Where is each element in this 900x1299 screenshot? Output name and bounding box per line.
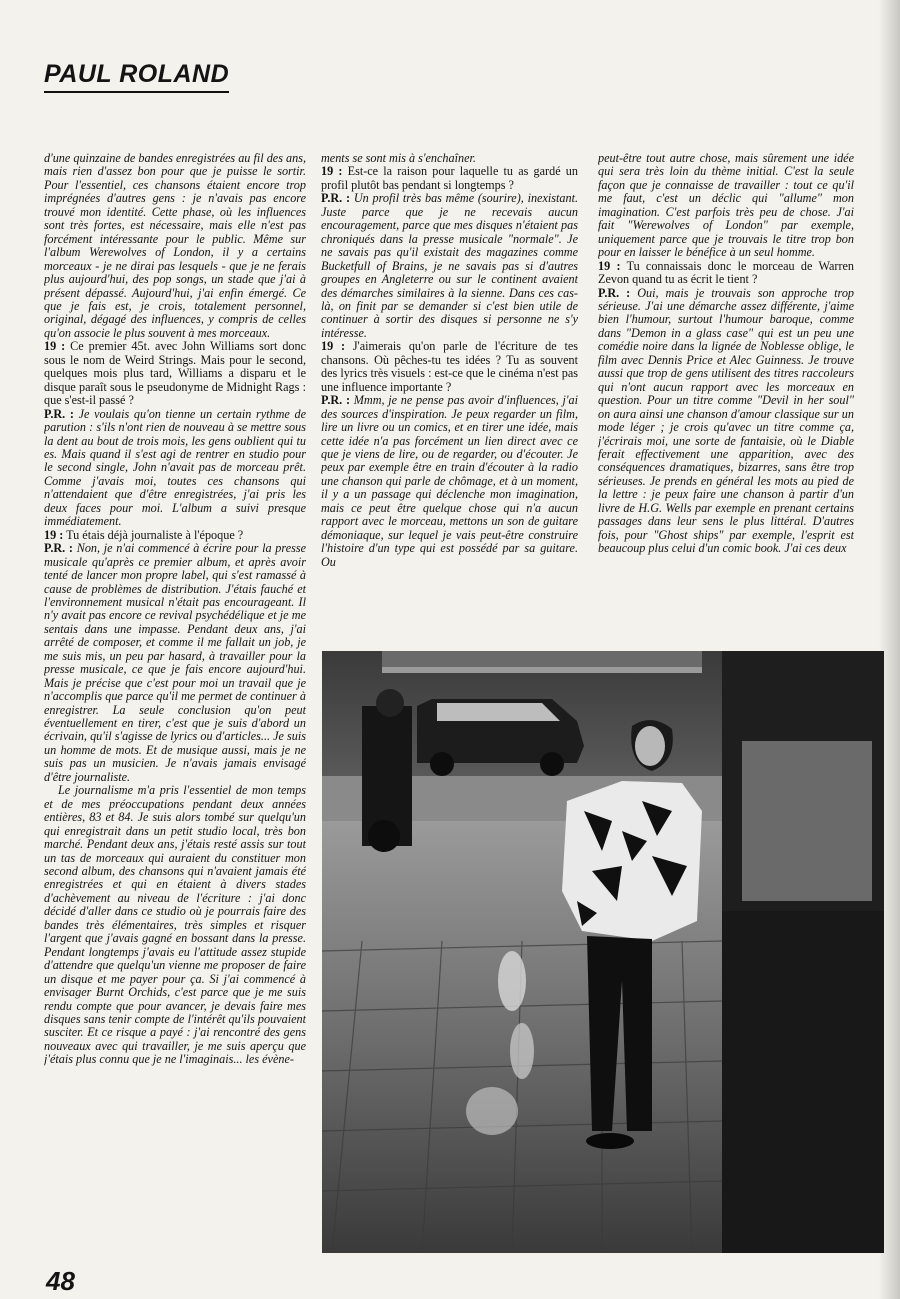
speaker-label: 19 : [598,258,621,273]
interview-answer [321,394,578,569]
interview-answer [44,542,306,784]
interview-answer [44,408,306,529]
interview-question [44,529,306,542]
speaker-label: P.R. : [598,285,631,300]
speaker-label: 19 : [321,339,346,354]
article-column-1 [44,152,306,1254]
paragraph-text: ments se sont mis à s'enchaîner. [321,152,476,165]
interview-answer [598,287,854,556]
interview-answer [321,152,578,165]
paragraph-text: Mmm, je ne pense pas avoir d'influences, j'ai des sources d'inspiration. Je peux regarder un film, lire un livre ou un comics, et en tirer une idée, mais cette idée n'a pas forcément un lien direct avec ce que je viens de lire, ou de regarder, ou d'écouter. Je peux par exemple être en train d'écouter à la radio une chanson qui parle de chômage, et à un moment, il y a un passage qui déclenche mon imagination, mais ce peut être quelque chose qui n'a aucun rapport avec le morceau, mettons un son de guitare démoniaque, sur lequel je vais peut-être construire l'histoire d'un type qui est possédé par sa guitare. Ou [321,393,578,569]
paragraph-text: J'aimerais qu'on parle de l'écriture de tes chansons. Où pêches-tu tes idées ? Tu as souvent des lyrics très visuels : est-ce que le cinéma n'est pas une influence importante ? [321,339,578,394]
paragraph-text: d'une quinzaine de bandes enregistrées au fil des ans, mais rien d'assez bon pour que je puisse le sortir. Pour l'essentiel, ces chansons étaient encore trop imprégnées d'autres gens : je n'avais pas encore trouvé mon identité. Cette phase, où les influences sont très fortes, est nécessaire, mais elle n'est pas forcément intéressante pour le public. Même sur l'album Werewolves of London, il y a certains morceaux - je ne dirai pas lesquels - que je ne ferais plus aujourd'hui, des pop songs, un stade que j'ai à présent dépassé. Aujourd'hui, j'ai enfin émergé. Ce que je fais est, je crois, totalement personnel, original, dégagé des influences, y compris de celles qu'on associe le plus souvent à mes morceaux. [44,152,306,340]
paragraph-text: peut-être tout autre chose, mais sûrement une idée qui sera très loin du thème initial. C'est la seule façon que je connaisse de travailler : tout ce qu'il me faut, c'est un déclic qui "allume" mon imagination. C'est parfois très peu de chose. J'ai fait "Werewolves of London" par exemple, uniquement parce que je trouvais le titre trop bon pour en laisser le bénéfice à un seul homme. [598,152,854,260]
paragraph-text: Tu connaissais donc le morceau de Warren Zevon quand tu as écrit le tient ? [598,258,854,287]
interview-question [598,260,854,287]
paragraph-text: Je voulais qu'on tienne un certain rythme de parution : s'ils n'ont rien de nouveau à se mettre sous la dent au bout de trois mois, les gens oublient qui tu es. Mais quand il s'est agi de rentrer en studio pour le second single, John n'avait pas de morceau prêt. Comme j'avais moi, toutes ces chansons qui n'attendaient que d'être enregistrées, j'ai pris les deux faces pour moi. L'album a suivi presque immédiatement. [44,406,306,529]
paragraph-text: Un profil très bas même (sourire), inexistant. Juste parce que je ne recevais aucun encouragement, parce que mes disques n'étaient pas chroniqués dans la presse musicale "normale". Je ne savais pas qu'il existait des magazines comme Bucketfull of Brains, je ne savais pas si d'autres groupes en Angleterre ou sur le continent avaient des démarches similaires à la sienne. Dans ces cas-là, on finit par se demander si c'est bien utile de continuer à sortir des disques si personne ne s'y intéresse. [321,191,578,340]
interview-question [321,165,578,192]
speaker-label: P.R. : [44,541,73,556]
speaker-label: P.R. : [321,393,351,408]
article-column-3 [598,152,854,644]
photo-image [322,651,884,1253]
speaker-label: 19 : [321,164,343,179]
interview-answer [321,192,578,340]
interview-answer [44,784,306,1067]
interview-answer [44,152,306,340]
street-photo [322,651,884,1253]
interview-answer [598,152,854,260]
page-number: 48 [46,1266,75,1296]
paragraph-text: Oui, mais je trouvais son approche trop sérieuse. J'ai une démarche assez différente, j'aime bien l'humour, surtout l'humour baroque, comme dans "Demon in a glass case" qui est un peu une comédie noire dans la lignée de Noblesse oblige, le film avec Dennis Price et Alec Guinness. Je trouve aussi que trop de gens utilisent des titres raccoleurs qui n'ont aucun rapport avec les morceaux en question. Pour un titre comme "Devil in her soul" on aura ainsi une chanson d'amour classique sur un mode léger ; je crois qu'avec un titre comme ça, j'écrirais moi, une sorte de fantaisie, où le Diable ferait effectivement une apparition, avec des conséquences dramatiques, bizarres, sans être trop sérieuses. Je prends en général les mots au pied de la lettre : je peux faire une chanson à partir d'un livre de H.G. Wells par exemple en prenant certains passages dans leur sens le plus littéral. D'autres fois, pour "Ghost ships" par exemple, l'esprit est beaucoup plus celui d'un comic book. J'ai ces deux [598,285,854,556]
paragraph-text: Tu étais déjà journaliste à l'époque ? [66,527,244,542]
page-title: PAUL ROLAND [44,60,229,93]
speaker-label: 19 : [44,527,64,542]
speaker-label: 19 : [44,339,66,354]
interview-question [44,340,306,407]
paragraph-text: Non, je n'ai commencé à écrire pour la presse musicale qu'après ce premier album, et après avoir tenté de lancer mon propre label, qui s'est ramassé à cause de problèmes de distribution. J'étais fauché et l'environnement musical n'était pas encourageant. Il n'y avait pas encore ce revival psychédélique et je me sentais dans une impasse. Pendant deux ans, j'ai arrêté de composer, et comme il me fallait un job, je me suis mis, un peu par hasard, à travailler pour la presse musicale, ce que je fais encore aujourd'hui. Mais je précise que c'est pour moi un travail que je n'accomplis que parce qu'il me permet de continuer à enregistrer. La seule conclusion qu'on peut éventuellement en tirer, c'est que je suis d'abord un écrivain, qu'il s'agisse de lyrics ou d'articles... Je suis un homme de mots. Et de musique aussi, mais je ne suis pas un musicien. Je n'avais jamais envisagé d'être journaliste. [44,541,306,784]
speaker-label: P.R. : [321,191,351,206]
paragraph-text: Est-ce la raison pour laquelle tu as gardé un profil plutôt bas pendant si longtemps ? [321,164,578,192]
interview-question [321,340,578,394]
paragraph-text: Ce premier 45t. avec John Williams sort donc sous le nom de Weird Strings. Mais pour le second, quelques mois plus tard, Williams a disparu et le disque paraît sous le pseudonyme de Midnight Rags : que s'est-il passé ? [44,339,306,408]
speaker-label: P.R. : [44,406,74,421]
paragraph-text: Le journalisme m'a pris l'essentiel de mon temps et de mes préoccupations pendant deux années entières, 83 et 84. Je suis alors tombé sur quelqu'un qui enregistrait dans un petit studio local, très bon marché. Pendant deux ans, j'étais resté assis sur tout un tas de morceaux qui auraient du constituer mon second album, des chansons qui n'avaient jamais été enregistrées et qui en étaient à divers stades d'achèvement au niveau de l'écriture : j'ai donc décidé d'aller dans ce studio où je pourrais faire des bandes très élémentaires, très simples et risquer l'argent que j'avais gagné en bossant dans la presse. Pendant longtemps j'avais eu l'attitude assez stupide d'attendre que quelqu'un vienne me proposer de faire un disque et me payer pour ça. Si j'ai commencé à envisager Burnt Orchids, c'est parce que je me suis rendu compte que pour avancer, je devais faire mes disques sans tenir compte de l'intérêt qu'ils pouvaient susciter. Et ce risque a payé : j'ai rencontré des gens nouveaux avec qui travailler, je me suis aperçu que j'étais plus connu que je ne l'imaginais... les évène- [44,783,306,1067]
article-column-2 [321,152,578,644]
